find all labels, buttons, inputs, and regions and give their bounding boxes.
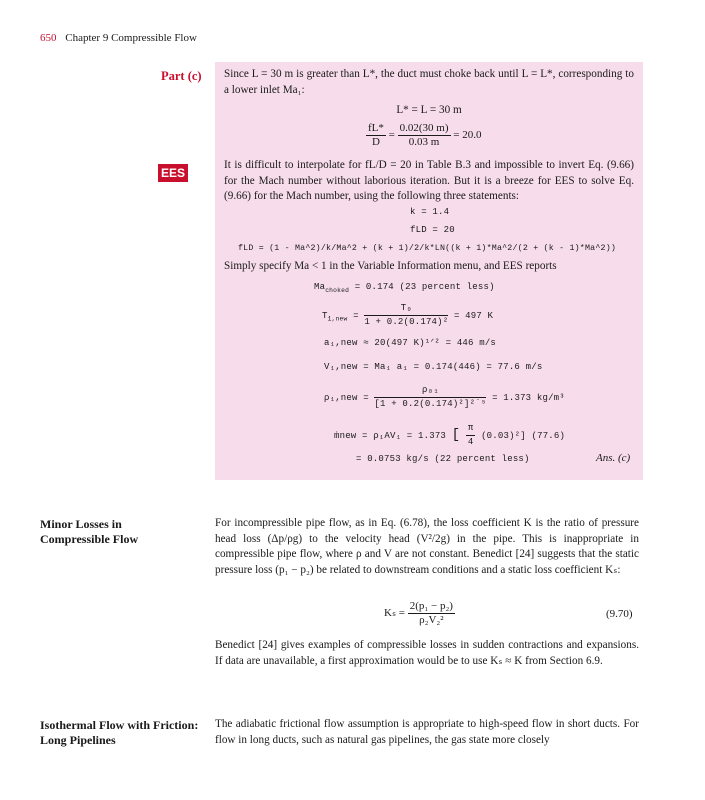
equation-l-star: L* = L = 30 m xyxy=(396,104,462,116)
ees-code-line-1: k = 1.4 xyxy=(410,207,450,217)
t1-value: = 497 K xyxy=(453,310,494,321)
fld-rhs-fraction xyxy=(398,122,451,149)
result-a1-new: a₁,new ≈ 20(497 K)¹ᐟ² = 446 m/s xyxy=(324,338,497,348)
t1-subscript: 1,new xyxy=(327,315,348,323)
isothermal-heading-line-2: Long Pipelines xyxy=(40,733,116,747)
running-header xyxy=(40,32,197,44)
pi-den: 4 xyxy=(467,437,474,447)
t1-den: 1 + 0.2(0.174)² xyxy=(364,317,449,327)
t1-symbol: T xyxy=(322,310,328,321)
rho-symbol: ρ₁,new = xyxy=(324,392,369,403)
fld-lhs-fraction xyxy=(366,122,386,149)
pi-num: π xyxy=(466,422,476,436)
minor-losses-para2: Benedict [24] gives examples of compressible losses in sudden contractions and expansions. If data are unavailable, a first approximation would be to use Kₛ ≈ K from Section 6.9. xyxy=(215,639,639,667)
minor-losses-heading xyxy=(40,517,138,547)
isothermal-heading-line-1: Isothermal Flow with Friction: xyxy=(40,718,199,732)
result-ma-choked xyxy=(314,282,495,294)
result-t1-new: $T_{1,new}$ = $\frac{\text{T₀}}{\text{1 + 0.2(0.174)²}}$ = 497 K xyxy=(322,303,494,327)
mdot-lhs: ṁnew = ρ₁AV₁ = 1.373 xyxy=(334,430,447,441)
t1-num: T₀ xyxy=(364,302,448,316)
page-number: 650 xyxy=(40,32,57,44)
ks-fraction xyxy=(408,600,455,627)
equation-number: (9.70) xyxy=(606,608,633,620)
ees-code-line-2: fLD = 20 xyxy=(410,225,455,235)
box-intro: Since L = 30 m is greater than L*, the duct must choke back until L = L*, corresponding to a lower inlet Ma₁: xyxy=(224,68,634,96)
fld-lhs-num: fL* xyxy=(368,122,384,134)
rho-fraction xyxy=(374,384,486,411)
answer-label: Ans. (c) xyxy=(596,452,631,464)
result-rho1-new xyxy=(324,384,565,411)
result-mdot-new: ṁnew = ρ₁AV₁ = 1.373 [ $\frac{\pi}{4}$ (0.03)²] (77.6) xyxy=(334,423,566,447)
ks-den: ρ₂V₂² xyxy=(419,614,444,626)
minor-heading-line-2: Compressible Flow xyxy=(40,532,139,546)
pi-over-4 xyxy=(466,422,476,449)
ees-badge: EES xyxy=(158,164,188,182)
fld-lhs-den: D xyxy=(371,136,380,148)
ma-value: = 0.174 (23 percent less) xyxy=(354,282,495,292)
equation-9-70 xyxy=(384,600,455,627)
t1-fraction xyxy=(364,302,448,329)
ees-code-line-3: fLD = (1 - Ma^2)/k/Ma^2 + (k + 1)/2/k*LN((k + 1)*Ma^2/(2 + (k - 1)*Ma^2)) xyxy=(238,244,617,253)
result-mdot-value: = 0.0753 kg/s (22 percent less) xyxy=(356,454,530,464)
rho-den: [1 + 0.2(0.174)²]²˙⁵ xyxy=(374,399,487,409)
ks-symbol: Kₛ = xyxy=(384,607,406,620)
rho-value: = 1.373 kg/m³ xyxy=(492,392,565,403)
fld-rhs-num: 0.02(30 m) xyxy=(399,122,449,134)
ma-symbol: Ma xyxy=(314,282,326,292)
box-para2: It is difficult to interpolate for fL/D = 20 in Table B.3 and impossible to invert Eq. (9.66) for the Mach number without laborious iteration. But it is a breeze for EES to solve Eq. (9.66) for the Mach number, using the following three statements: xyxy=(224,159,634,202)
minor-losses-para1: For incompressible pipe flow, as in Eq. (6.78), the loss coefficient K is the ratio of pressure head loss (Δp/ρg) to the velocity head (V²/2g) in the pipe. This is inappropriate in compressible pipe flow, where ρ and V are not constant. Benedict [24] suggests that the static pressure loss (p₁ − p₂) be related to downstream conditions and a static loss coefficient Kₛ: xyxy=(215,517,639,576)
part-label: Part (c) xyxy=(161,69,202,83)
box-para3: Simply specify Ma < 1 in the Variable Information menu, and EES reports xyxy=(224,260,557,272)
isothermal-heading xyxy=(40,718,198,748)
minor-heading-line-1: Minor Losses in xyxy=(40,517,122,531)
ma-subscript: choked xyxy=(325,286,350,294)
equation-fld: $\frac{fL*}{D}$ = $\frac{0.02(30 m)}{0.03 m}$ = 20.0 xyxy=(368,122,482,148)
chapter-title: Chapter 9 Compressible Flow xyxy=(65,32,197,44)
result-v1-new: V₁,new = Ma₁ a₁ = 0.174(446) = 77.6 m/s xyxy=(324,362,543,372)
rho-num: ρ₀₁ xyxy=(374,384,486,398)
isothermal-para: The adiabatic frictional flow assumption is appropriate to high-speed flow in short ducts. For flow in long ducts, such as natural gas pipelines, the gas state more closely xyxy=(215,718,639,746)
mdot-rhs: (0.03)²] (77.6) xyxy=(481,430,566,441)
fld-result: = 20.0 xyxy=(453,129,482,142)
ks-num: 2(p₁ − p₂) xyxy=(409,600,453,612)
fld-rhs-den: 0.03 m xyxy=(408,136,440,148)
